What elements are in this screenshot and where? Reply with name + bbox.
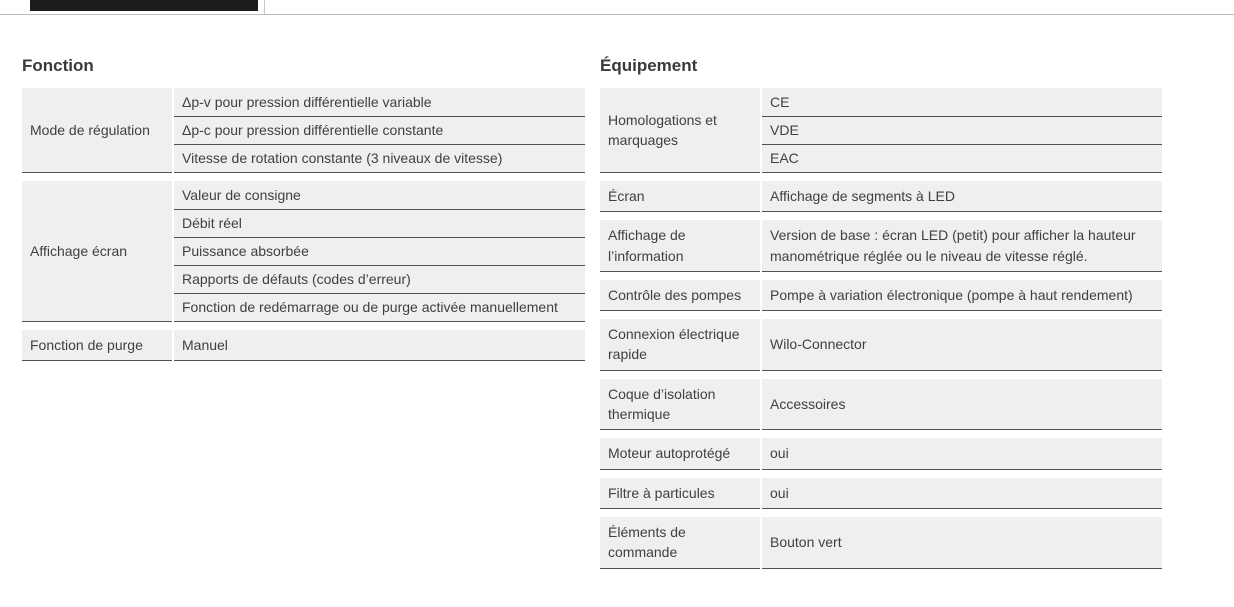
row-value: Accessoires — [770, 395, 846, 412]
tab-divider — [264, 0, 265, 14]
row-value: Δp-c pour pression différentielle constante — [174, 116, 585, 144]
row-values — [762, 478, 1162, 509]
row-value: Δp-v pour pression différentielle variable — [182, 93, 432, 110]
active-tab[interactable] — [30, 0, 258, 11]
row-value: oui — [770, 445, 789, 462]
row-values — [762, 438, 1162, 469]
row-value: Vitesse de rotation constante (3 niveaux de vitesse) — [174, 144, 585, 172]
row-label: Affichage de l’information — [600, 220, 760, 272]
row-values — [762, 220, 1162, 272]
row-values — [174, 88, 585, 173]
row-values — [762, 319, 1162, 371]
table-row — [600, 517, 1162, 569]
row-label: Contrôle des pompes — [600, 280, 760, 311]
row-value: VDE — [762, 116, 1162, 144]
row-value: Bouton vert — [770, 534, 842, 551]
row-values — [762, 88, 1162, 173]
row-value: Débit réel — [174, 209, 585, 237]
row-value: Wilo-Connector — [770, 336, 867, 353]
row-value: Fonction de redémarrage ou de purge activée manuellement — [174, 293, 585, 321]
row-label: Coque d’isolation thermique — [600, 379, 760, 431]
table-row — [600, 220, 1162, 272]
row-label: Fonction de purge — [22, 330, 172, 361]
row-label: Mode de régulation — [22, 88, 172, 173]
row-values — [762, 181, 1162, 212]
row-value: EAC — [762, 144, 1162, 172]
row-values — [762, 517, 1162, 569]
table-row — [600, 379, 1162, 431]
row-value: Rapports de défauts (codes d’erreur) — [174, 265, 585, 293]
table-row — [22, 181, 585, 322]
row-label: Écran — [600, 181, 760, 212]
spec-table — [22, 88, 585, 361]
table-row — [600, 438, 1162, 469]
row-value: CE — [770, 93, 790, 110]
spec-columns — [0, 14, 1234, 577]
table-row — [600, 478, 1162, 509]
row-label: Éléments de commande — [600, 517, 760, 569]
row-label: Connexion électrique rapide — [600, 319, 760, 371]
row-value: Version de base : écran LED (petit) pour afficher la hauteur manométrique réglée ou le niveau de vitesse réglé. — [770, 227, 1136, 264]
row-values — [762, 280, 1162, 311]
row-label: Filtre à particules — [600, 478, 760, 509]
row-label: Affichage écran — [22, 181, 172, 322]
row-value: Affichage de segments à LED — [770, 188, 955, 204]
row-values — [762, 379, 1162, 431]
spec-table — [600, 88, 1162, 569]
table-row — [600, 88, 1162, 173]
row-value: Valeur de consigne — [182, 186, 301, 203]
row-value: Manuel — [182, 337, 228, 353]
table-row — [600, 319, 1162, 371]
table-row — [22, 330, 585, 361]
row-values — [174, 181, 585, 322]
row-label: Moteur autoprotégé — [600, 438, 760, 469]
row-label: Homologations et marquages — [600, 88, 760, 173]
section-title: Équipement — [600, 56, 698, 75]
table-row — [600, 181, 1162, 212]
tab-bar — [0, 0, 1234, 15]
section-title: Fonction — [22, 56, 94, 75]
row-value: Puissance absorbée — [174, 237, 585, 265]
section-equipement — [600, 56, 1162, 577]
table-row — [22, 88, 585, 173]
row-values — [174, 330, 585, 361]
table-row — [600, 280, 1162, 311]
row-value: Pompe à variation électronique (pompe à haut rendement) — [770, 286, 1133, 303]
section-fonction — [22, 56, 585, 577]
row-value: oui — [770, 484, 789, 501]
